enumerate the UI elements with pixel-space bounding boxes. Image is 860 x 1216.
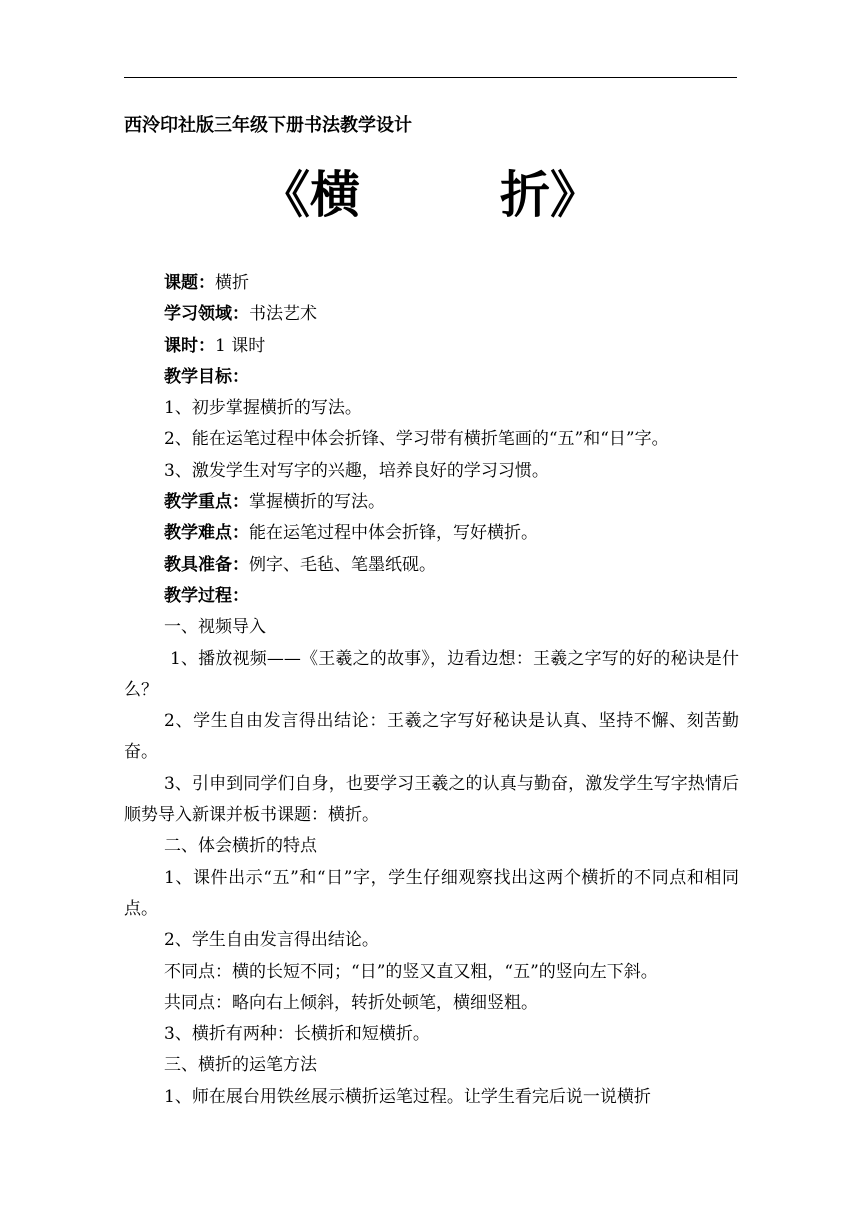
hours-line	[124, 331, 739, 362]
focus-label: 教学重点：	[164, 492, 249, 513]
section-title: 一、视频导入	[164, 617, 266, 638]
paragraph: 3、横折有两种：长横折和短横折。	[164, 1024, 430, 1045]
paragraph: 不同点：横的长短不同；“日”的竖又直又粗，“五”的竖向左下斜。	[164, 961, 658, 982]
section-title: 三、横折的运笔方法	[164, 1055, 317, 1076]
hours-value: 1 课时	[215, 335, 266, 356]
goals-heading	[124, 362, 739, 393]
topic-label: 课题：	[164, 273, 215, 293]
goal-item: 3、激发学生对写字的兴趣，培养良好的学习习惯。	[164, 460, 549, 481]
tools-label: 教具准备：	[164, 554, 249, 575]
difficulty-value: 能在运笔过程中体会折锋，写好横折。	[249, 523, 538, 544]
focus-value: 掌握横折的写法。	[249, 492, 385, 513]
document-body	[124, 268, 739, 1113]
tools-line	[124, 550, 739, 581]
paragraph: 2、学生自由发言得出结论：王羲之字写好秘诀是认真、坚持不懈、刻苦勤奋。	[124, 711, 739, 763]
goals-label: 教学目标：	[164, 366, 249, 387]
header-rule	[124, 77, 737, 78]
title-left: 《横	[260, 166, 360, 224]
paragraph: 2、学生自由发言得出结论。	[164, 930, 379, 951]
area-line	[124, 299, 739, 330]
area-value: 书法艺术	[249, 304, 317, 325]
hours-label: 课时：	[164, 335, 215, 356]
paragraph: 共同点：略向右上倾斜，转折处顿笔，横细竖粗。	[164, 992, 538, 1013]
topic-value: 横折	[215, 273, 249, 293]
area-label: 学习领域：	[164, 304, 249, 325]
document-title	[0, 160, 860, 230]
paragraph: 3、引申到同学们自身，也要学习王羲之的认真与勤奋，激发学生写字热情后顺势导入新课并板书课题：横折。	[124, 773, 739, 826]
paragraph: 1、课件出示“五”和“日”字，学生仔细观察找出这两个横折的不同点和相同点。	[124, 867, 739, 919]
goal-item: 1、初步掌握横折的写法。	[164, 398, 362, 419]
paragraph: 1、播放视频——《王羲之的故事》，边看边想：王羲之字写的好的秘诀是什么？	[124, 648, 739, 700]
tools-value: 例字、毛毡、笔墨纸砚。	[249, 554, 436, 575]
process-label: 教学过程：	[164, 585, 249, 606]
section-title: 二、体会横折的特点	[164, 836, 317, 857]
difficulty-line	[124, 518, 739, 549]
difficulty-label: 教学难点：	[164, 523, 249, 544]
goal-item: 2、能在运笔过程中体会折锋、学习带有横折笔画的“五”和“日”字。	[164, 429, 669, 450]
focus-line	[124, 487, 739, 518]
process-heading	[124, 581, 739, 612]
topic-line	[124, 268, 739, 299]
paragraph: 1、师在展台用铁丝展示横折运笔过程。让学生看完后说一说横折	[164, 1086, 651, 1107]
document-subtitle: 西泠印社版三年级下册书法教学设计	[124, 115, 412, 136]
title-right: 折》	[500, 166, 600, 224]
